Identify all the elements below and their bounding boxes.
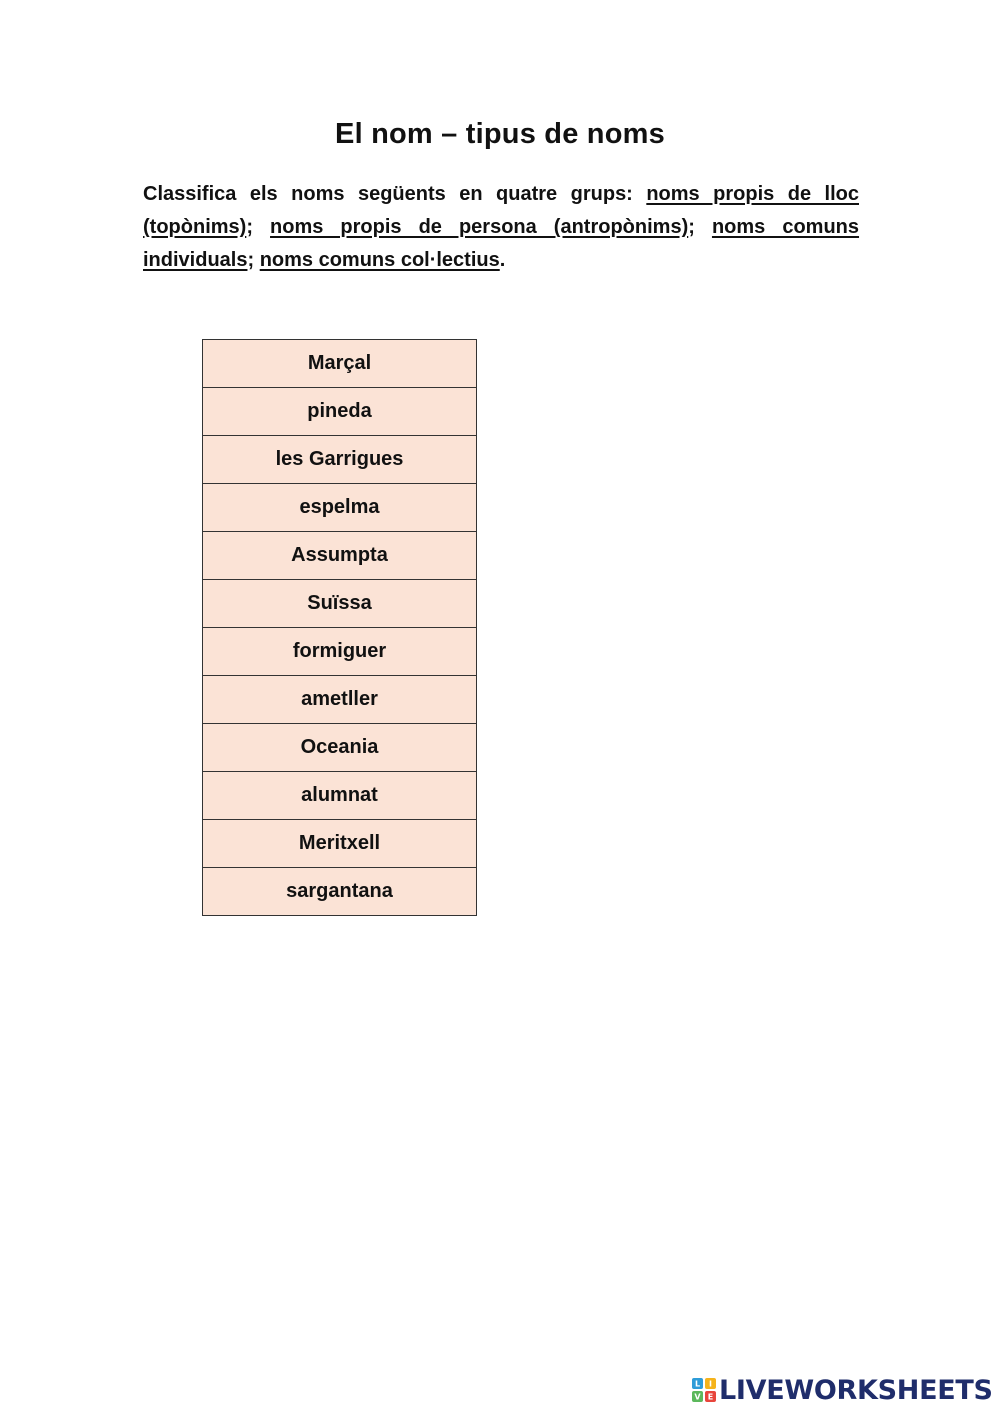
word-card[interactable]: Marçal xyxy=(203,340,477,388)
word-card[interactable]: formiguer xyxy=(203,628,477,676)
group-antroponims: noms propis de persona (antropònims) xyxy=(270,216,689,238)
svg-text:V: V xyxy=(694,1392,701,1402)
instructions-text xyxy=(143,178,859,277)
word-card[interactable]: pineda xyxy=(203,388,477,436)
instructions-end: . xyxy=(499,249,506,271)
liveworksheets-logo-text: LIVEWORKSHEETS xyxy=(719,1374,993,1406)
table-row xyxy=(203,820,477,868)
svg-text:E: E xyxy=(707,1392,714,1402)
table-row xyxy=(203,676,477,724)
table-row xyxy=(203,532,477,580)
group-comuns-collectius: noms comuns col·lectius xyxy=(259,249,500,271)
word-card[interactable]: Oceania xyxy=(203,724,477,772)
svg-text:I: I xyxy=(709,1379,712,1389)
liveworksheets-logo-icon xyxy=(692,1378,716,1402)
page-title: El nom – tipus de noms xyxy=(335,118,665,150)
table-row xyxy=(203,868,477,916)
word-card[interactable]: Suïssa xyxy=(203,580,477,628)
table-row xyxy=(203,724,477,772)
group-comuns-individuals: noms comuns individuals xyxy=(143,216,860,271)
separator: ; xyxy=(247,249,260,271)
separator: ; xyxy=(688,216,712,238)
svg-text:L: L xyxy=(694,1379,701,1389)
separator: ; xyxy=(246,216,271,238)
word-card[interactable]: ametller xyxy=(203,676,477,724)
word-card[interactable]: espelma xyxy=(203,484,477,532)
table-row xyxy=(203,388,477,436)
word-card[interactable]: les Garrigues xyxy=(203,436,477,484)
word-card[interactable]: Assumpta xyxy=(203,532,477,580)
instructions-intro: Classifica els noms següents en quatre grups: xyxy=(143,183,647,205)
table-row xyxy=(203,484,477,532)
liveworksheets-logo xyxy=(692,1374,993,1406)
table-row xyxy=(203,580,477,628)
table-row xyxy=(203,436,477,484)
table-row xyxy=(203,628,477,676)
word-list-table xyxy=(202,339,477,916)
group-toponims: noms propis de lloc (topònims) xyxy=(143,183,859,238)
word-card[interactable]: Meritxell xyxy=(203,820,477,868)
word-card[interactable]: alumnat xyxy=(203,772,477,820)
table-row xyxy=(203,772,477,820)
table-row xyxy=(203,340,477,388)
word-card[interactable]: sargantana xyxy=(203,868,477,916)
